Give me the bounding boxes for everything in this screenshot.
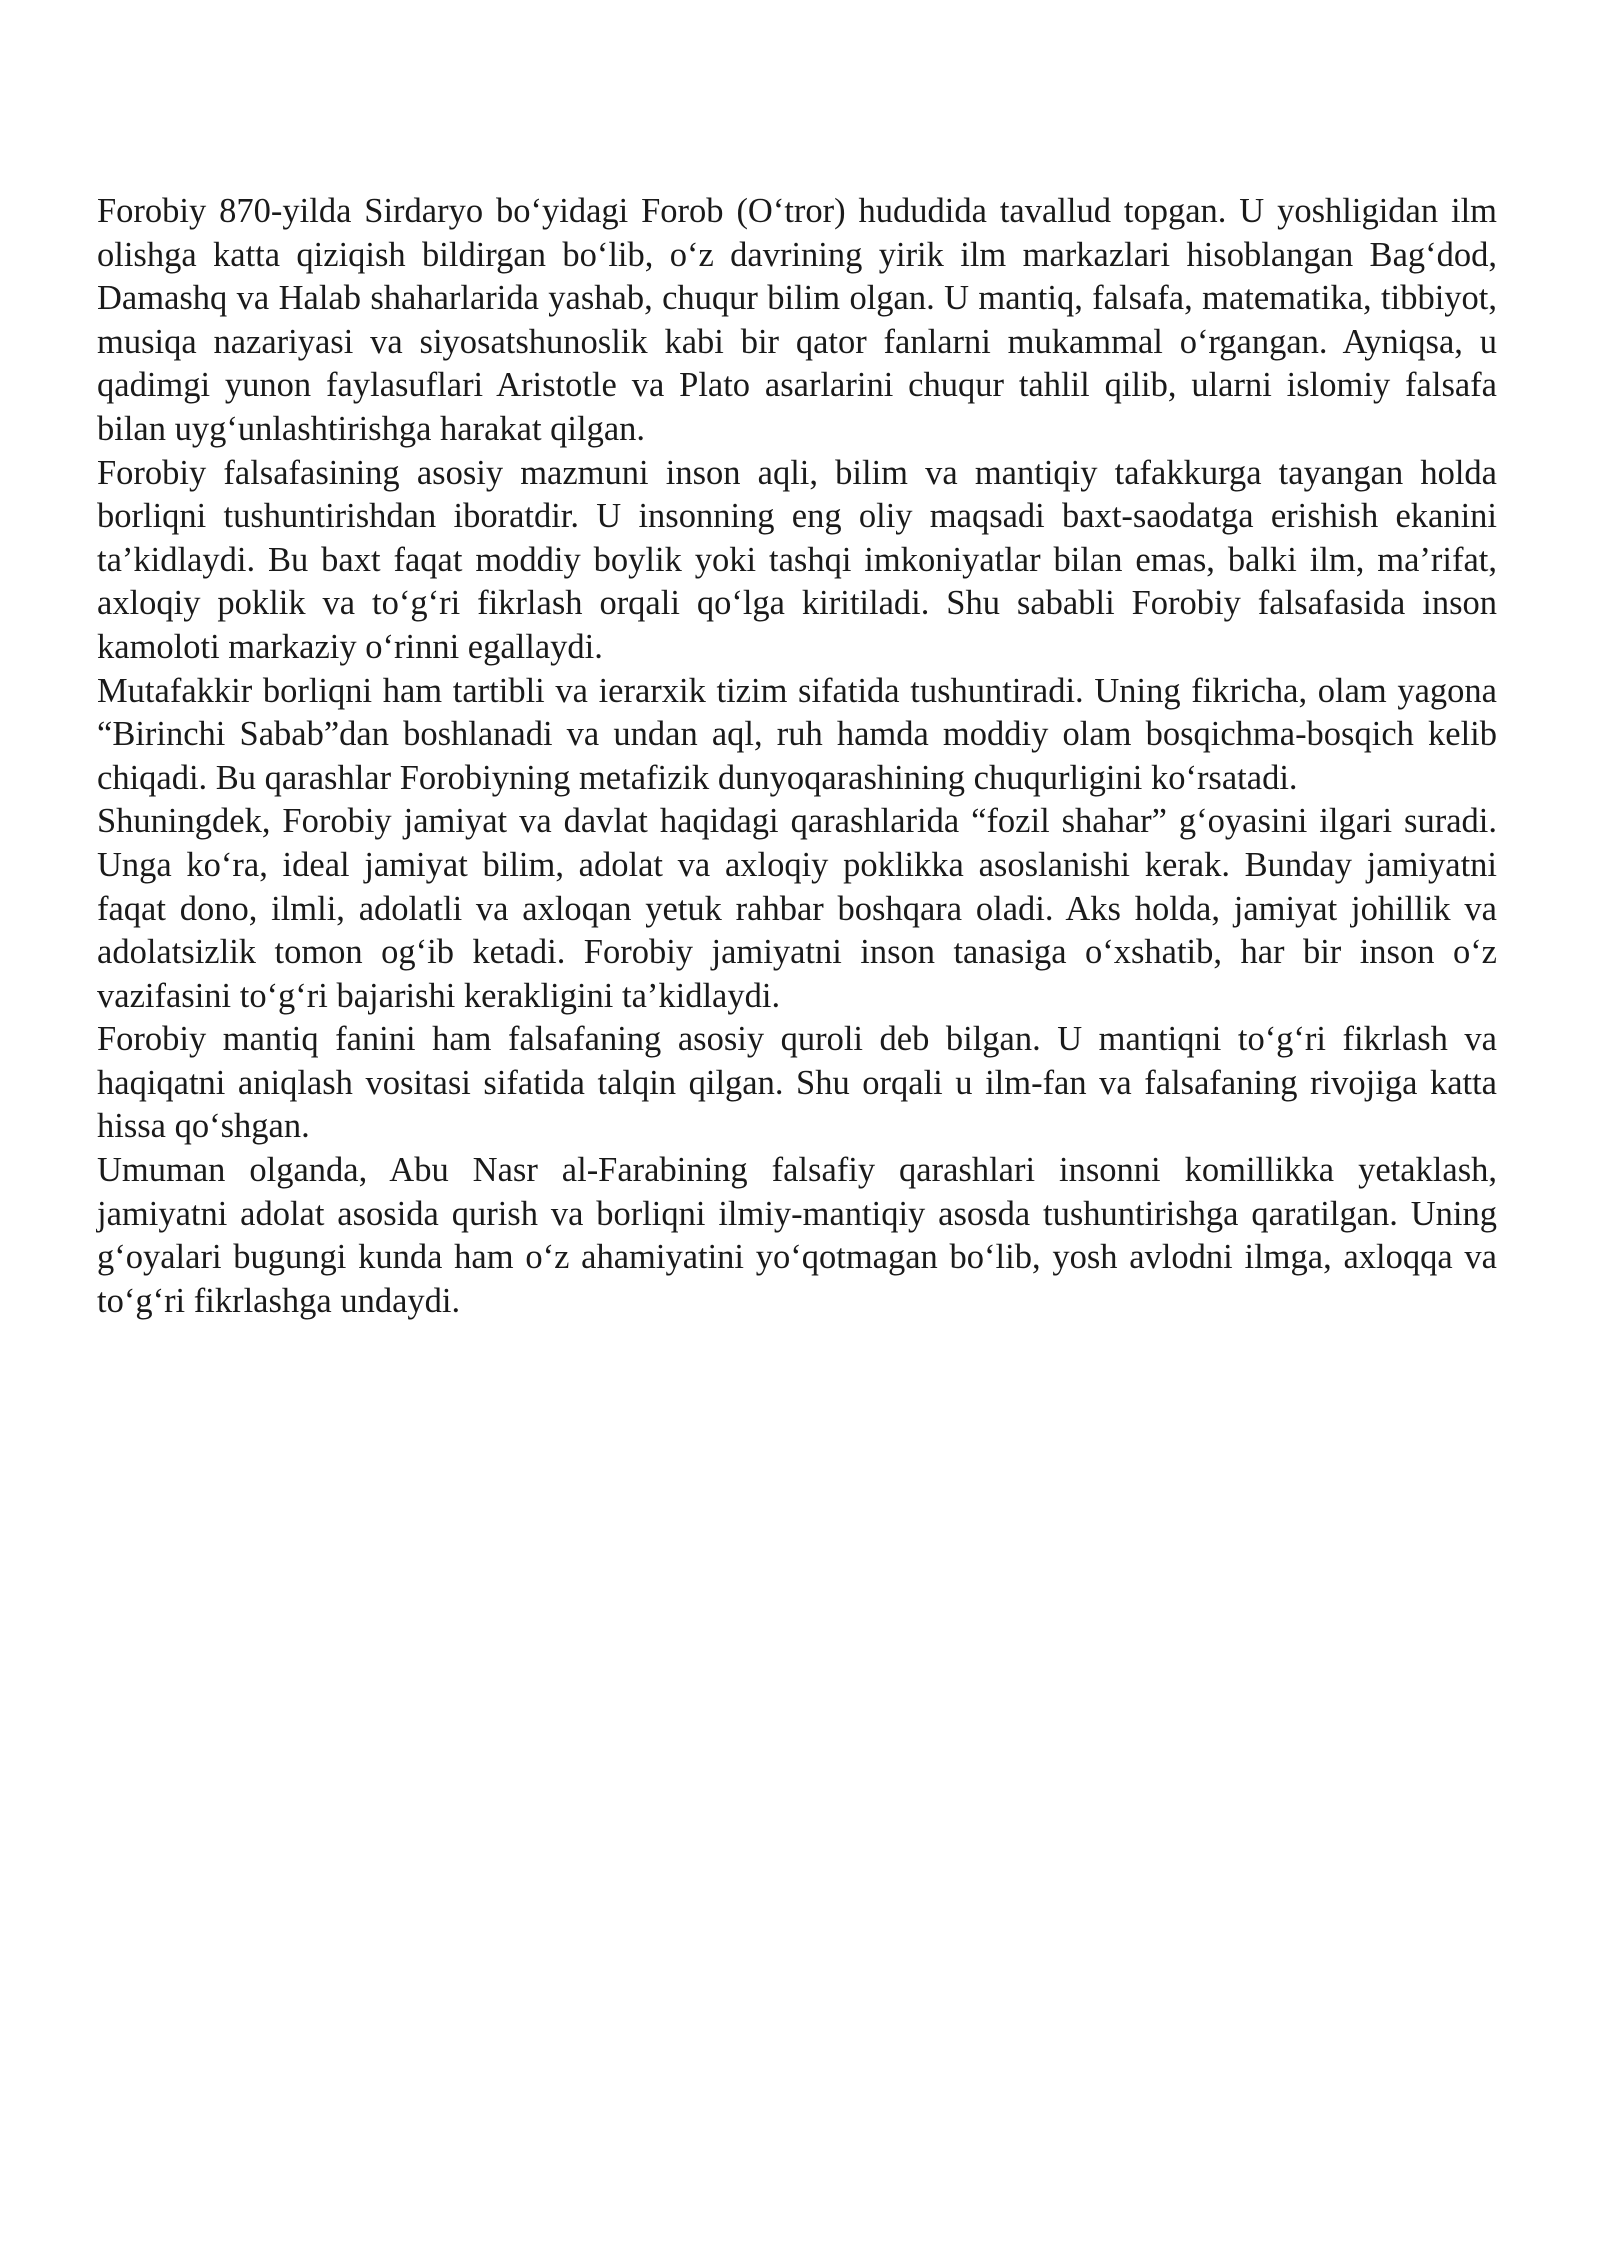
document-body — [97, 190, 1497, 1323]
paragraph-2: Forobiy falsafasining asosiy mazmuni inson aqli, bilim va mantiqiy tafakkurga tayangan holda borliqni tushuntirishdan iboratdir. U insonning eng oliy maqsadi baxt-saodatga erishish ekanini ta’kidlaydi. Bu baxt faqat moddiy boylik yoki tashqi imkoniyatlar bilan emas, balki ilm, ma’rifat, axloqiy poklik va to‘g‘ri fikrlash orqali qo‘lga kiritiladi. Shu sababli Forobiy falsafasida inson kamoloti markaziy o‘rinni egallaydi. — [97, 453, 1497, 666]
paragraph-4: Shuningdek, Forobiy jamiyat va davlat haqidagi qarashlarida “fozil shahar” g‘oyasini ilgari suradi. Unga ko‘ra, ideal jamiyat bilim, adolat va axloqiy poklikka asoslanishi kerak. Bunday jamiyatni faqat dono, ilmli, adolatli va axloqan yetuk rahbar boshqara oladi. Aks holda, jamiyat johillik va adolatsizlik tomon og‘ib ketadi. Forobiy jamiyatni inson tanasiga o‘xshatib, har bir inson o‘z vazifasini to‘g‘ri bajarishi kerakligini ta’kidlaydi. — [97, 802, 1497, 1015]
paragraph-5: Forobiy mantiq fanini ham falsafaning asosiy quroli deb bilgan. U mantiqni to‘g‘ri fikrlash va haqiqatni aniqlash vositasi sifatida talqin qilgan. Shu orqali u ilm-fan va falsafaning rivojiga katta hissa qo‘shgan. — [97, 1020, 1497, 1146]
paragraph-1: Forobiy 870-yilda Sirdaryo bo‘yidagi Forob (O‘tror) hududida tavallud topgan. U yoshligidan ilm olishga katta qiziqish bildirgan bo‘lib, o‘z davrining yirik ilm markazlari hisoblangan Bag‘dod, Damashq va Halab shaharlarida yashab, chuqur bilim olgan. U mantiq, falsafa, matematika, tibbiyot, musiqa nazariyasi va siyosatshunoslik kabi bir qator fanlarni mukammal o‘rgangan. Ayniqsa, u qadimgi yunon faylasuflari Aristotle va Plato asarlarini chuqur tahlil qilib, ularni islomiy falsafa bilan uyg‘unlashtirishga harakat qilgan. — [97, 192, 1497, 448]
paragraph-6: Umuman olganda, Abu Nasr al-Farabining falsafiy qarashlari insonni komillikka yetaklash, jamiyatni adolat asosida qurish va borliqni ilmiy-mantiqiy asosda tushuntirishga qaratilgan. Uning g‘oyalari bugungi kunda ham o‘z ahamiyatini yo‘qotmagan bo‘lib, yosh avlodni ilmga, axloqqa va to‘g‘ri fikrlashga undaydi. — [97, 1151, 1497, 1320]
paragraph-3: Mutafakkir borliqni ham tartibli va ierarxik tizim sifatida tushuntiradi. Uning fikricha, olam yagona “Birinchi Sabab”dan boshlanadi va undan aql, ruh hamda moddiy olam bosqichma-bosqich kelib chiqadi. Bu qarashlar Forobiyning metafizik dunyoqarashining chuqurligini ko‘rsatadi. — [97, 671, 1497, 797]
